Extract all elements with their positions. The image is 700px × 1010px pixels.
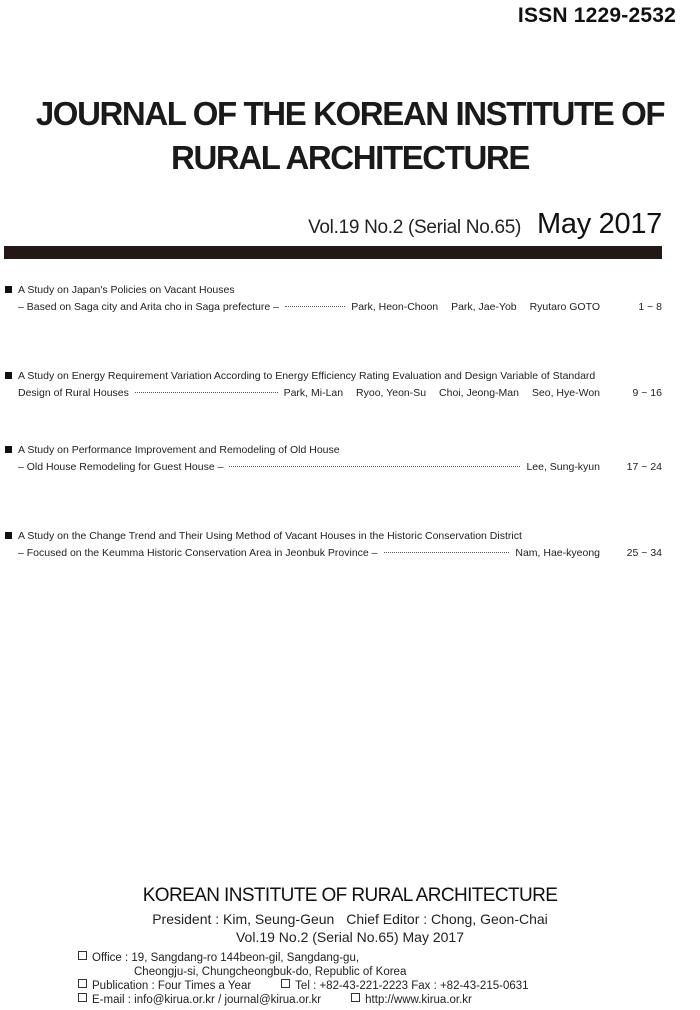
publication-frequency: Publication : Four Times a Year <box>92 980 252 992</box>
bullet-icon <box>5 446 12 453</box>
article-subtitle: – Based on Saga city and Arita cho in Saga prefecture – <box>18 301 279 313</box>
dot-leader <box>135 392 278 393</box>
office-address: Office : 19, Sangdang-ro 144beon-gil, Sangdang-gu, <box>92 952 360 964</box>
contact-info <box>78 951 529 1007</box>
page-range: 25 ~ 34 <box>626 547 662 559</box>
issn-number: ISSN 1229-2532 <box>517 4 676 27</box>
tel-fax: Tel : +82-43-221-2223 Fax : +82-43-215-0631 <box>295 980 529 992</box>
article-authors <box>351 299 600 316</box>
dot-leader <box>229 466 520 467</box>
checkbox-square-icon <box>281 979 290 988</box>
page-range: 9 ~ 16 <box>632 387 662 399</box>
article-title[interactable]: A Study on Performance Improvement and Remodeling of Old House <box>18 444 340 456</box>
article-subtitle: – Old House Remodeling for Guest House – <box>18 461 224 473</box>
officers-line <box>0 910 700 928</box>
dot-leader <box>384 552 510 553</box>
author: Seo, Hye-Won <box>531 387 600 399</box>
dot-leader <box>285 306 345 307</box>
footer-issue: Vol.19 No.2 (Serial No.65) May 2017 <box>235 929 464 945</box>
article-authors <box>284 385 600 402</box>
article-title[interactable]: A Study on Japan's Policies on Vacant Houses <box>18 284 235 296</box>
website-link[interactable]: http://www.kirua.or.kr <box>365 994 472 1006</box>
chief-editor: Chief Editor : Chong, Geon-Chai <box>346 911 548 927</box>
president: President : Kim, Seung-Geun <box>152 911 335 927</box>
volume-label: Vol.19 No.2 (Serial No.65) <box>308 217 522 238</box>
email[interactable]: E-mail : info@kirua.or.kr / journal@kirua.or.kr <box>92 994 322 1006</box>
author: Park, Mi-Lan <box>283 387 344 399</box>
issue-date: May 2017 <box>537 208 662 240</box>
journal-title-line1: JOURNAL OF THE KOREAN INSTITUTE OF <box>35 95 665 132</box>
bullet-icon <box>5 286 12 293</box>
office-address-cont: Cheongju-si, Chungcheongbuk-do, Republic of Korea <box>134 966 407 978</box>
author: Choi, Jeong-Man <box>439 387 519 399</box>
toc-entry[interactable] <box>4 528 662 562</box>
author: Ryoo, Yeon-Su <box>356 387 427 399</box>
author: Park, Jae-Yob <box>451 301 517 313</box>
author: Nam, Hae-kyeong <box>515 547 600 559</box>
journal-title-line2: RURAL ARCHITECTURE <box>171 139 529 176</box>
institute-name: KOREAN INSTITUTE OF RURAL ARCHITECTURE <box>142 885 558 906</box>
article-title-continued[interactable]: Design of Rural Houses <box>18 387 129 399</box>
article-subtitle: – Focused on the Keumma Historic Conservation Area in Jeonbuk Province – <box>18 547 378 559</box>
article-title[interactable]: A Study on the Change Trend and Their Using Method of Vacant Houses in the Historic Conservation District <box>18 530 522 542</box>
issue-info <box>308 208 662 241</box>
article-authors <box>526 459 600 476</box>
checkbox-square-icon <box>78 993 87 1002</box>
author: Lee, Sung-kyun <box>526 461 600 473</box>
header-divider <box>4 246 662 259</box>
checkbox-square-icon <box>78 979 87 988</box>
toc-entry[interactable] <box>4 442 662 476</box>
bullet-icon <box>5 372 12 379</box>
publisher-block <box>0 884 700 946</box>
author: Ryutaro GOTO <box>529 301 600 313</box>
toc-entry[interactable] <box>4 368 662 402</box>
page-range: 17 ~ 24 <box>626 461 662 473</box>
article-authors <box>515 545 600 562</box>
checkbox-square-icon <box>78 951 87 960</box>
article-title[interactable]: A Study on Energy Requirement Variation According to Energy Efficiency Rating Evaluation and Design Variable of Standard <box>18 370 596 382</box>
toc-entry[interactable] <box>4 282 662 316</box>
page-range: 1 ~ 8 <box>638 301 662 313</box>
author: Park, Heon-Choon <box>351 301 439 313</box>
bullet-icon <box>5 532 12 539</box>
journal-title <box>0 92 700 180</box>
checkbox-square-icon <box>351 993 360 1002</box>
